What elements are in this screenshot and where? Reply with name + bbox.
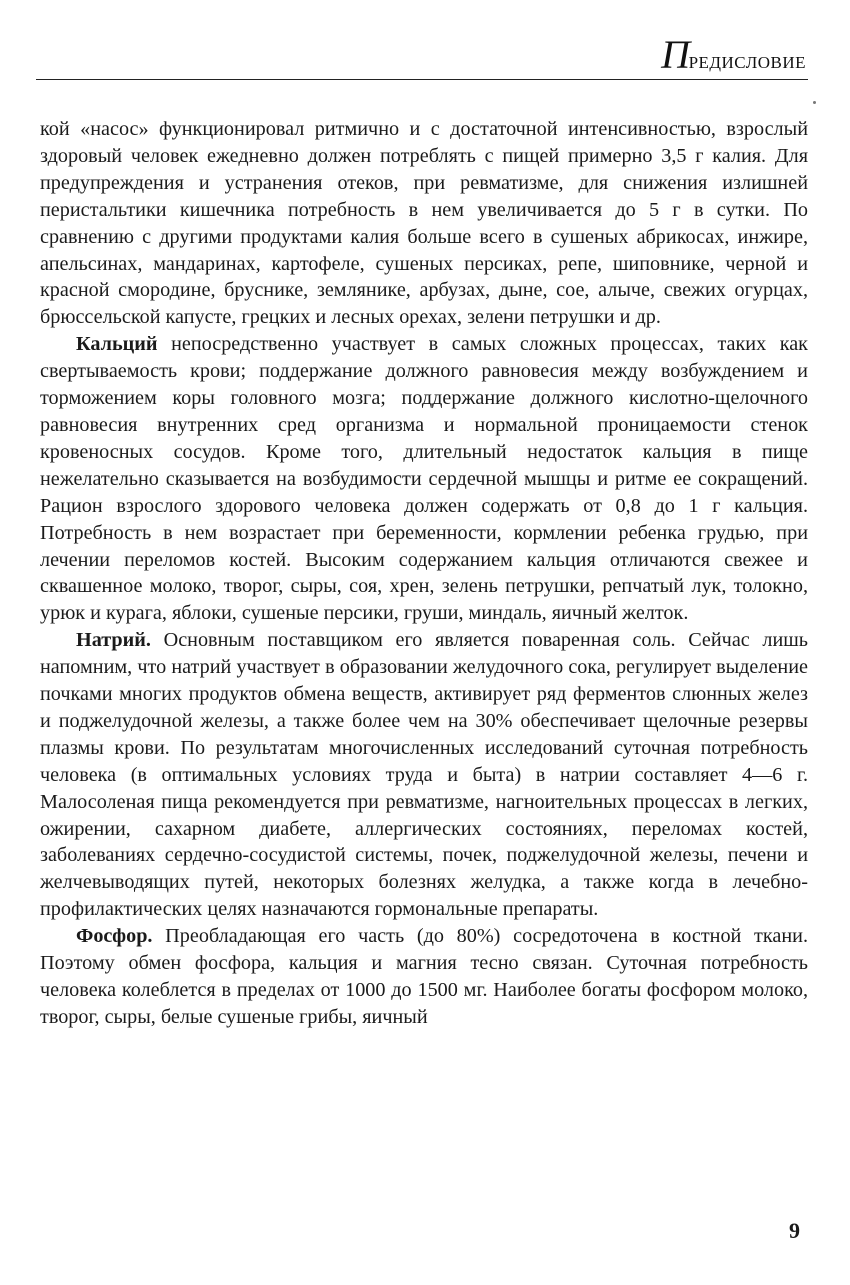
header-rule [36, 79, 808, 80]
paragraph-text: Основным поставщиком его является поваренная соль. Сейчас лишь напомним, что натрий участвует в образовании желудочного сока, регулирует выделение почками многих продуктов обмена веществ, активирует ряд ферментов слюнных желез и поджелудочной железы, а также более чем на 30% обеспечивает щелочные резервы плазмы крови. По результатам многочисленных исследований суточная потребность человека (в оптимальных условиях труда и быта) в натрии составляет 4—6 г. Малосоленая пища рекомендуется при ревматизме, нагноительных процессах в легких, ожирении, сахарном диабете, аллергических состояниях, переломах костей, заболеваниях сердечно-сосудистой системы, почек, поджелудочной железы, печени и желчевыводящих путей, некоторых болезнях желудка, а также когда в лечебно-профилактических целях назначаются гормональные препараты. [40, 629, 808, 921]
page-number: 9 [789, 1218, 800, 1243]
paragraph-text: кой «насос» функционировал ритмично и с достаточной интенсивностью, взрослый здоровый человек ежедневно должен потреблять с пищей примерно 3,5 г калия. Для предупреждения и устранения отеков, при ревматизме, для снижения излишней перистальтики кишечника потребность в нем увеличивается до 5 г в сутки. По сравнению с другими продуктами калия больше всего в сушеных абрикосах, инжире, апельсинах, мандаринах, картофеле, сушеных персиках, репе, шиповнике, черной и красной смородине, бруснике, землянике, арбузах, дыне, сое, алыче, свежих огурцах, брюссельской капусте, грецких и лесных орехах, зелени петрушки и др. [40, 118, 808, 329]
term-sodium: Натрий. [76, 629, 151, 652]
running-head [36, 30, 808, 82]
paragraph-calcium [40, 331, 808, 627]
paragraph-sodium [40, 627, 808, 923]
term-phosphorus: Фосфор. [76, 925, 153, 948]
chapter-title-rest: редисловие [688, 48, 806, 74]
term-calcium: Кальций [76, 333, 158, 356]
paragraph-phosphorus [40, 923, 808, 1031]
body-text [40, 116, 808, 1031]
paragraph-text: Преобладающая его часть (до 80%) сосредоточена в костной ткани. Поэтому обмен фосфора, кальция и магния тесно связан. Суточная потребность человека колеблется в пределах от 1000 до 1500 мг. Наиболее богаты фосфором молоко, творог, сыры, белые сушеные грибы, яичный [40, 925, 808, 1028]
chapter-title [655, 32, 806, 77]
margin-dot [813, 101, 816, 104]
paragraph-potassium-continued [40, 116, 808, 331]
paragraph-text: непосредственно участвует в самых сложных процессах, таких как свертываемость крови; поддержание должного равновесия между возбуждением и торможением коры головного мозга; поддержание должного кислотно-щелочного равновесия внутренних сред организма и нормальной проницаемости стенок кровеносных сосудов. Кроме того, длительный недостаток кальция в пище нежелательно сказывается на возбудимости сердечной мышцы и ритме ее сокращений. Рацион взрослого здорового человека должен содержать от 0,8 до 1 г кальция. Потребность в нем возрастает при беременности, кормлении ребенка грудью, при лечении переломов костей. Высоким содержанием кальция отличаются свежее и сквашенное молоко, творог, сыры, соя, хрен, зелень петрушки, репчатый лук, толокно, урюк и курага, яблоки, сушеные персики, груши, миндаль, яичный желток. [40, 333, 808, 625]
chapter-title-initial: П [661, 32, 691, 77]
